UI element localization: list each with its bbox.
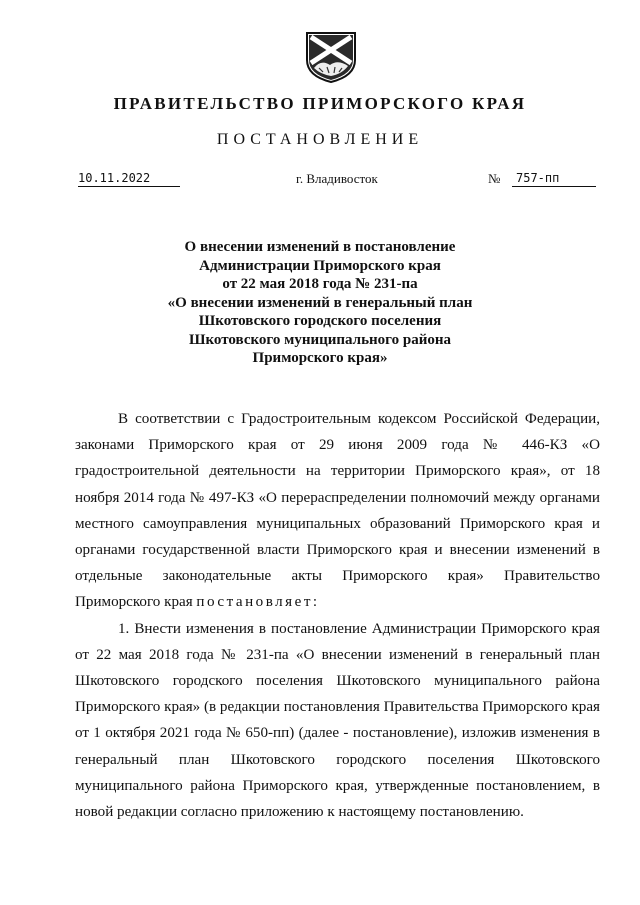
document-number: 757-пп: [512, 171, 596, 187]
title-line: Приморского края»: [252, 350, 388, 366]
title-line: Администрации Приморского края: [199, 257, 441, 274]
preamble-text: В соответствии с Градостроительным кодексом Российской Федерации, законами Приморского края от 29 июня 2009 года № 446-КЗ «О градостроительной деятельности на территории Приморского края», от 18 ноября 2014 года № 497-КЗ «О перераспределении полномочий между органами местного самоуправления муниципальных образований Приморского края и органами государственной власти Приморского края и внесении изменений в отдельные законодательные акты Приморского края» Правительство Приморского края: [75, 411, 600, 611]
document-city: г. Владивосток: [296, 171, 378, 186]
number-label: №: [488, 171, 501, 186]
title-line: от 22 мая 2018 года № 231-па: [222, 276, 418, 292]
coat-of-arms-icon: [303, 30, 359, 84]
title-line: «О внесении изменений в генеральный план: [167, 294, 473, 311]
organization-name: ПРАВИТЕЛЬСТВО ПРИМОРСКОГО КРАЯ: [113, 94, 527, 113]
resolves-verb: постановляет:: [196, 594, 320, 611]
preamble-paragraph: [75, 406, 600, 616]
title-line: Шкотовского муниципального района: [189, 331, 451, 348]
clause-1-paragraph: 1. Внести изменения в постановление Администрации Приморского края от 22 мая 2018 года № 231-па «О внесении изменений в генеральный план Шкотовского городского поселения Шкотовского муниципального района Приморского края» (в редакции постановления Правительства Приморского края от 1 октября 2021 года № 650-пп) (далее - постановление), изложив изменения в генеральный план Шкотовского городского поселения Шкотовского муниципального района Приморского края, утвержденные постановлением, в новой редакции согласно приложению к настоящему постановлению.: [75, 620, 600, 821]
document-date: 10.11.2022: [78, 171, 180, 187]
document-title: [0, 238, 640, 368]
document-body: [75, 406, 600, 825]
title-line: О внесении изменений в постановление: [184, 239, 456, 255]
document-type: ПОСТАНОВЛЕНИЕ: [216, 131, 424, 148]
title-line: Шкотовского городского поселения: [198, 313, 442, 329]
